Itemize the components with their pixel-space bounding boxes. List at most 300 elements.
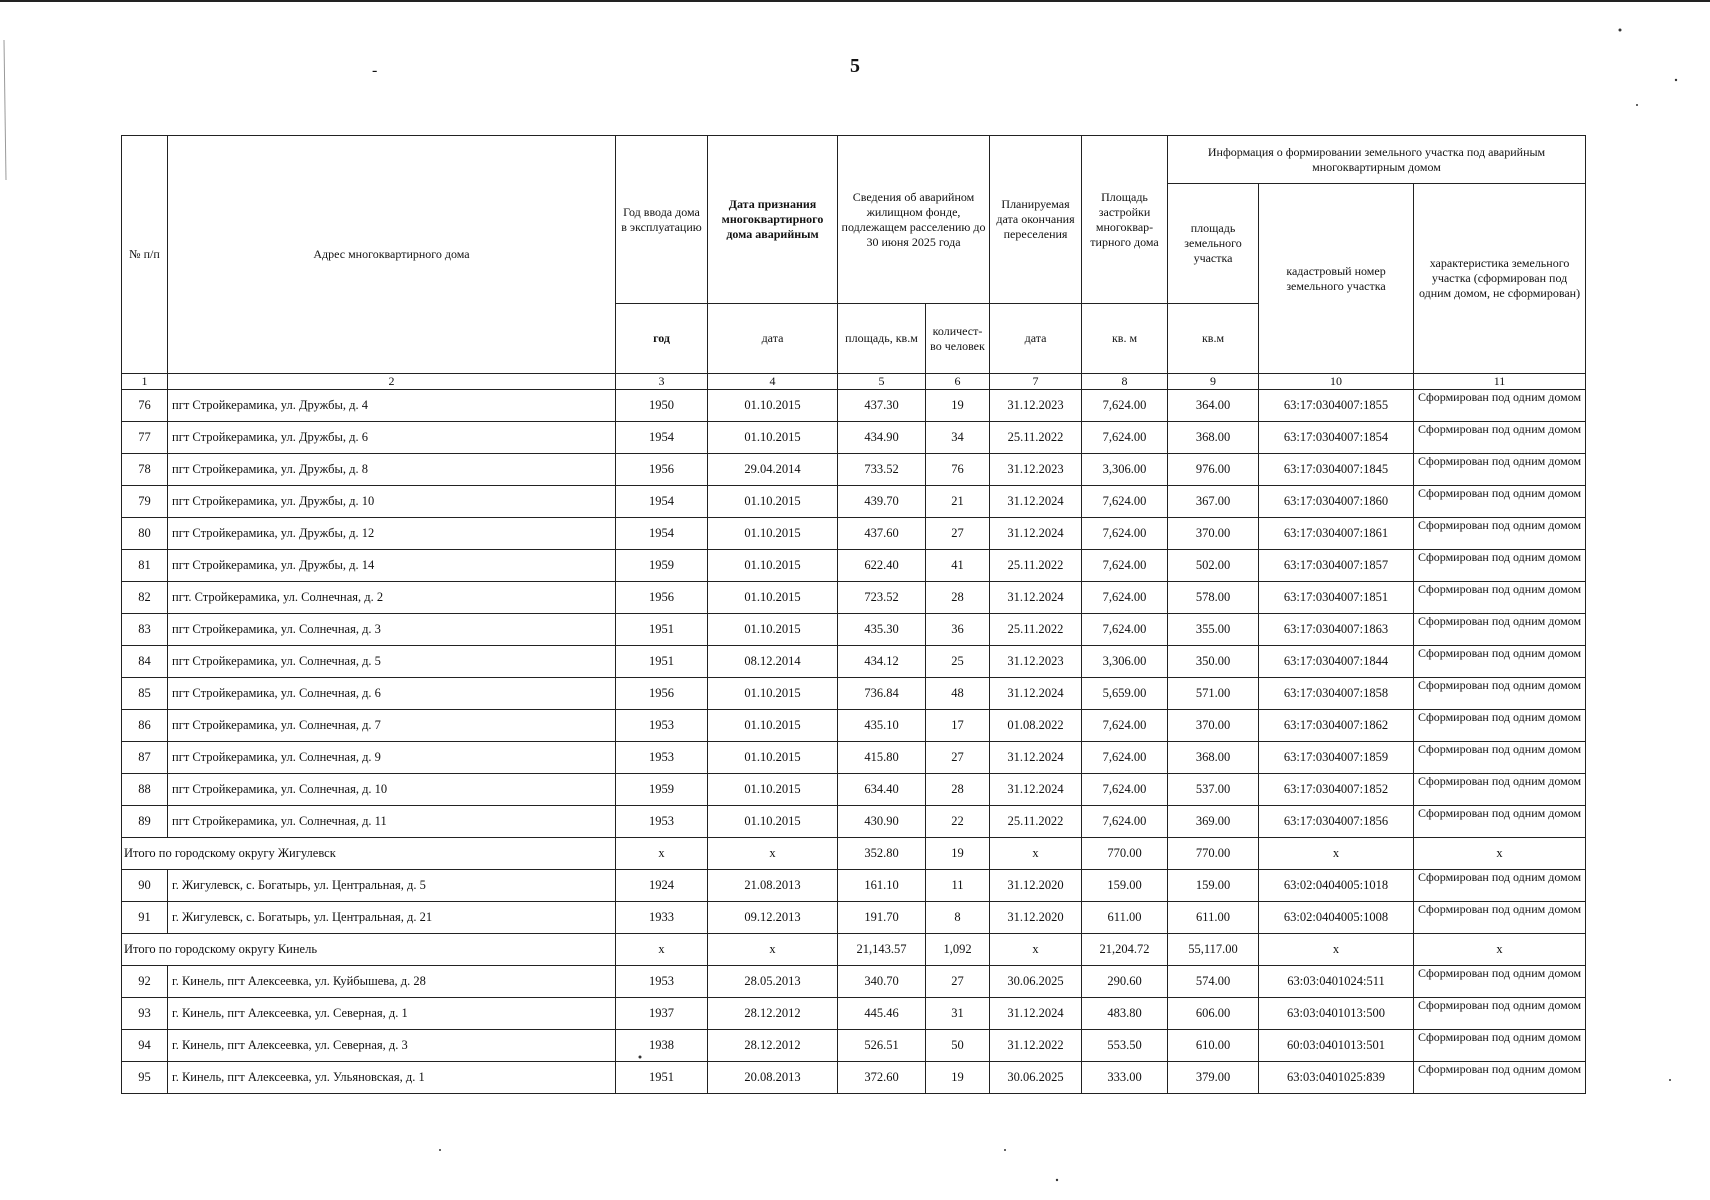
cell-year: 1924 [616, 870, 708, 902]
cell-char [1414, 582, 1586, 614]
header-land-area: площадь земельного участка [1168, 184, 1259, 304]
cell-cadastral: 63:17:0304007:1860 [1259, 486, 1414, 518]
cell-date: 01.10.2015 [708, 582, 838, 614]
table-row [122, 582, 1586, 614]
unit-people: количест-во человек [926, 304, 990, 374]
cell-year: 1933 [616, 902, 708, 934]
row-number: 82 [122, 582, 168, 614]
cell-year: 1956 [616, 454, 708, 486]
cell-year: 1953 [616, 742, 708, 774]
speck [439, 1149, 441, 1151]
row-number: 78 [122, 454, 168, 486]
cell-build-area: 7,624.00 [1082, 774, 1168, 806]
cell-area: 372.60 [838, 1062, 926, 1094]
cell-char [1414, 998, 1586, 1030]
cell-people: 27 [926, 742, 990, 774]
cell-char: x [1414, 934, 1586, 966]
cell-people: 36 [926, 614, 990, 646]
table-row [122, 422, 1586, 454]
land-characteristic: Сформирован под одним домом [1417, 807, 1582, 820]
cell-area: 415.80 [838, 742, 926, 774]
cell-planned: 31.12.2024 [990, 998, 1082, 1030]
cell-land-area: 606.00 [1168, 998, 1259, 1030]
table-header [122, 136, 1586, 390]
row-address: г. Кинель, пгт Алексеевка, ул. Северная, д. 3 [168, 1030, 616, 1062]
cell-area: 161.10 [838, 870, 926, 902]
cell-char [1414, 550, 1586, 582]
cell-year: 1938 [616, 1030, 708, 1062]
row-address: пгт Стройкерамика, ул. Дружбы, д. 4 [168, 390, 616, 422]
cell-date: 28.12.2012 [708, 1030, 838, 1062]
row-address: пгт Стройкерамика, ул. Дружбы, д. 6 [168, 422, 616, 454]
unit-date: дата [708, 304, 838, 374]
cell-area: 352.80 [838, 838, 926, 870]
cell-land-area: 368.00 [1168, 422, 1259, 454]
cell-build-area: 7,624.00 [1082, 806, 1168, 838]
cell-people: 17 [926, 710, 990, 742]
cell-char [1414, 518, 1586, 550]
cell-char [1414, 486, 1586, 518]
row-number: 80 [122, 518, 168, 550]
cell-cadastral: 63:02:0404005:1018 [1259, 870, 1414, 902]
cell-year: 1954 [616, 518, 708, 550]
cell-people: 76 [926, 454, 990, 486]
cell-build-area: 5,659.00 [1082, 678, 1168, 710]
row-address: пгт Стройкерамика, ул. Дружбы, д. 12 [168, 518, 616, 550]
cell-area: 435.30 [838, 614, 926, 646]
row-address: г. Кинель, пгт Алексеевка, ул. Ульяновская, д. 1 [168, 1062, 616, 1094]
cell-planned: 31.12.2024 [990, 742, 1082, 774]
cell-land-area: 537.00 [1168, 774, 1259, 806]
cell-year: 1951 [616, 646, 708, 678]
cell-build-area: 7,624.00 [1082, 518, 1168, 550]
header-planned-date: Планируемая дата окончания переселения [990, 136, 1082, 304]
cell-date: 01.10.2015 [708, 806, 838, 838]
cell-cadastral: x [1259, 838, 1414, 870]
cell-people: 48 [926, 678, 990, 710]
subtotal-row [122, 934, 1586, 966]
cell-area: 21,143.57 [838, 934, 926, 966]
cell-land-area: 976.00 [1168, 454, 1259, 486]
column-number: 6 [926, 374, 990, 390]
cell-cadastral: 63:03:0401013:500 [1259, 998, 1414, 1030]
cell-planned: 25.11.2022 [990, 806, 1082, 838]
cell-year: 1950 [616, 390, 708, 422]
cell-land-area: 578.00 [1168, 582, 1259, 614]
cell-land-area: 55,117.00 [1168, 934, 1259, 966]
land-characteristic: Сформирован под одним домом [1417, 743, 1582, 756]
row-number: 87 [122, 742, 168, 774]
cell-area: 434.90 [838, 422, 926, 454]
land-characteristic: Сформирован под одним домом [1417, 615, 1582, 628]
cell-build-area: 7,624.00 [1082, 710, 1168, 742]
cell-planned: 31.12.2024 [990, 518, 1082, 550]
table-row [122, 646, 1586, 678]
cell-build-area: 290.60 [1082, 966, 1168, 998]
cell-people: 34 [926, 422, 990, 454]
row-number: 76 [122, 390, 168, 422]
cell-cadastral: 63:17:0304007:1856 [1259, 806, 1414, 838]
header-emergency-info: Сведения об аварийном жилищном фонде, подлежащем расселению до 30 июня 2025 года [838, 136, 990, 304]
subtotal-label: Итого по городскому округу Жигулевск [122, 838, 616, 870]
column-number: 10 [1259, 374, 1414, 390]
row-address: пгт Стройкерамика, ул. Дружбы, д. 10 [168, 486, 616, 518]
cell-date: 01.10.2015 [708, 678, 838, 710]
cell-date: 01.10.2015 [708, 774, 838, 806]
row-number: 93 [122, 998, 168, 1030]
cell-date: x [708, 838, 838, 870]
header-land-info: Информация о формировании земельного участка под аварийным многоквартирным домом [1168, 136, 1586, 184]
cell-date: 01.10.2015 [708, 486, 838, 518]
cell-land-area: 610.00 [1168, 1030, 1259, 1062]
row-number: 77 [122, 422, 168, 454]
land-characteristic: Сформирован под одним домом [1417, 1063, 1582, 1076]
row-address: г. Жигулевск, с. Богатырь, ул. Центральная, д. 21 [168, 902, 616, 934]
cell-date: x [708, 934, 838, 966]
cell-land-area: 364.00 [1168, 390, 1259, 422]
cell-build-area: 7,624.00 [1082, 582, 1168, 614]
row-number: 81 [122, 550, 168, 582]
row-number: 86 [122, 710, 168, 742]
speck [1669, 1079, 1671, 1081]
cell-people: 41 [926, 550, 990, 582]
cell-build-area: 611.00 [1082, 902, 1168, 934]
cell-year: x [616, 934, 708, 966]
speck [1056, 1179, 1058, 1181]
cell-cadastral: 63:17:0304007:1852 [1259, 774, 1414, 806]
cell-build-area: 7,624.00 [1082, 742, 1168, 774]
page-number: 5 [850, 55, 860, 77]
cell-cadastral: 63:02:0404005:1008 [1259, 902, 1414, 934]
cell-build-area: 7,624.00 [1082, 550, 1168, 582]
unit-land-area: кв.м [1168, 304, 1259, 374]
header-address: Адрес многоквартирного дома [168, 136, 616, 374]
cell-cadastral: 63:17:0304007:1863 [1259, 614, 1414, 646]
cell-year: 1953 [616, 710, 708, 742]
row-number: 94 [122, 1030, 168, 1062]
emergency-housing-table [121, 135, 1586, 1094]
cell-date: 29.04.2014 [708, 454, 838, 486]
cell-char [1414, 678, 1586, 710]
cell-date: 21.08.2013 [708, 870, 838, 902]
cell-build-area: 3,306.00 [1082, 454, 1168, 486]
row-address: пгт Стройкерамика, ул. Солнечная, д. 11 [168, 806, 616, 838]
cell-build-area: 7,624.00 [1082, 422, 1168, 454]
row-address: г. Кинель, пгт Алексеевка, ул. Куйбышева, д. 28 [168, 966, 616, 998]
row-address: г. Жигулевск, с. Богатырь, ул. Центральная, д. 5 [168, 870, 616, 902]
cell-date: 01.10.2015 [708, 518, 838, 550]
cell-planned: x [990, 934, 1082, 966]
header-date-recognition: Дата признания многоквартирного дома аварийным [708, 136, 838, 304]
cell-land-area: 571.00 [1168, 678, 1259, 710]
subtotal-label: Итого по городскому округу Кинель [122, 934, 616, 966]
cell-char [1414, 1062, 1586, 1094]
land-characteristic: Сформирован под одним домом [1417, 999, 1582, 1012]
cell-land-area: 370.00 [1168, 518, 1259, 550]
land-characteristic: Сформирован под одним домом [1417, 519, 1582, 532]
cell-char [1414, 966, 1586, 998]
row-address: пгт Стройкерамика, ул. Дружбы, д. 14 [168, 550, 616, 582]
cell-people: 27 [926, 966, 990, 998]
cell-build-area: 159.00 [1082, 870, 1168, 902]
table-row [122, 486, 1586, 518]
cell-planned: 31.12.2024 [990, 486, 1082, 518]
cell-area: 437.60 [838, 518, 926, 550]
cell-land-area: 379.00 [1168, 1062, 1259, 1094]
cell-land-area: 611.00 [1168, 902, 1259, 934]
cell-people: 19 [926, 838, 990, 870]
speck [1636, 104, 1638, 106]
cell-area: 526.51 [838, 1030, 926, 1062]
cell-date: 01.10.2015 [708, 390, 838, 422]
cell-area: 435.10 [838, 710, 926, 742]
row-number: 92 [122, 966, 168, 998]
cell-cadastral: x [1259, 934, 1414, 966]
row-address: г. Кинель, пгт Алексеевка, ул. Северная, д. 1 [168, 998, 616, 1030]
cell-date: 01.10.2015 [708, 742, 838, 774]
row-address: пгт Стройкерамика, ул. Дружбы, д. 8 [168, 454, 616, 486]
cell-char [1414, 422, 1586, 454]
cell-date: 01.10.2015 [708, 710, 838, 742]
cell-char [1414, 614, 1586, 646]
cell-planned: 31.12.2023 [990, 454, 1082, 486]
cell-area: 622.40 [838, 550, 926, 582]
row-address: пгт Стройкерамика, ул. Солнечная, д. 9 [168, 742, 616, 774]
table-row [122, 774, 1586, 806]
cell-year: 1956 [616, 678, 708, 710]
subtotal-row [122, 838, 1586, 870]
speck [1004, 1149, 1006, 1151]
cell-people: 1,092 [926, 934, 990, 966]
unit-planned-date: дата [990, 304, 1082, 374]
cell-char [1414, 646, 1586, 678]
land-characteristic: Сформирован под одним домом [1417, 903, 1582, 916]
cell-year: 1951 [616, 614, 708, 646]
top-rule [0, 0, 1710, 2]
row-address: пгт Стройкерамика, ул. Солнечная, д. 10 [168, 774, 616, 806]
cell-land-area: 367.00 [1168, 486, 1259, 518]
cell-planned: 31.12.2023 [990, 646, 1082, 678]
cell-year: 1953 [616, 966, 708, 998]
land-characteristic: Сформирован под одним домом [1417, 391, 1582, 404]
cell-people: 21 [926, 486, 990, 518]
table-row [122, 710, 1586, 742]
cell-build-area: 7,624.00 [1082, 390, 1168, 422]
table-row [122, 1062, 1586, 1094]
cell-char [1414, 806, 1586, 838]
cell-build-area: 553.50 [1082, 1030, 1168, 1062]
cell-planned: 25.11.2022 [990, 550, 1082, 582]
cell-cadastral: 63:17:0304007:1845 [1259, 454, 1414, 486]
cell-land-area: 502.00 [1168, 550, 1259, 582]
cell-date: 01.10.2015 [708, 614, 838, 646]
cell-date: 28.12.2012 [708, 998, 838, 1030]
cell-area: 340.70 [838, 966, 926, 998]
header-cadastral: кадастровый номер земельного участка [1259, 184, 1414, 374]
cell-planned: 31.12.2024 [990, 582, 1082, 614]
cell-land-area: 370.00 [1168, 710, 1259, 742]
cell-char [1414, 710, 1586, 742]
cell-planned: 31.12.2020 [990, 870, 1082, 902]
row-number: 95 [122, 1062, 168, 1094]
cell-char [1414, 454, 1586, 486]
table-row [122, 678, 1586, 710]
land-characteristic: Сформирован под одним домом [1417, 711, 1582, 724]
row-address: пгт Стройкерамика, ул. Солнечная, д. 7 [168, 710, 616, 742]
land-characteristic: Сформирован под одним домом [1417, 967, 1582, 980]
table-row [122, 390, 1586, 422]
cell-char [1414, 390, 1586, 422]
land-characteristic: Сформирован под одним домом [1417, 423, 1582, 436]
header-year: Год ввода дома в эксплуатацию [616, 136, 708, 304]
cell-date: 28.05.2013 [708, 966, 838, 998]
cell-date: 20.08.2013 [708, 1062, 838, 1094]
land-characteristic: Сформирован под одним домом [1417, 551, 1582, 564]
column-number: 1 [122, 374, 168, 390]
column-number: 2 [168, 374, 616, 390]
cell-year: 1956 [616, 582, 708, 614]
cell-char [1414, 870, 1586, 902]
cell-cadastral: 63:17:0304007:1851 [1259, 582, 1414, 614]
table-row [122, 742, 1586, 774]
cell-planned: 31.12.2020 [990, 902, 1082, 934]
cell-char [1414, 902, 1586, 934]
cell-planned: 30.06.2025 [990, 1062, 1082, 1094]
land-characteristic: Сформирован под одним домом [1417, 1031, 1582, 1044]
table-row [122, 614, 1586, 646]
column-number: 5 [838, 374, 926, 390]
cell-cadastral: 63:17:0304007:1859 [1259, 742, 1414, 774]
cell-char [1414, 742, 1586, 774]
cell-area: 191.70 [838, 902, 926, 934]
column-number-row [122, 374, 1586, 390]
cell-date: 09.12.2013 [708, 902, 838, 934]
cell-land-area: 368.00 [1168, 742, 1259, 774]
cell-planned: 25.11.2022 [990, 614, 1082, 646]
land-characteristic: Сформирован под одним домом [1417, 679, 1582, 692]
header-land-char: характеристика земельного участка (сформирован под одним домом, не сформирован) [1414, 184, 1586, 374]
cell-build-area: 7,624.00 [1082, 486, 1168, 518]
cell-planned: 31.12.2022 [990, 1030, 1082, 1062]
cell-build-area: 333.00 [1082, 1062, 1168, 1094]
cell-area: 437.30 [838, 390, 926, 422]
cell-cadastral: 63:17:0304007:1855 [1259, 390, 1414, 422]
header-building-area: Площадь застройки многоквар-тирного дома [1082, 136, 1168, 304]
table-row [122, 998, 1586, 1030]
cell-land-area: 574.00 [1168, 966, 1259, 998]
cell-planned: x [990, 838, 1082, 870]
cell-planned: 01.08.2022 [990, 710, 1082, 742]
cell-year: x [616, 838, 708, 870]
cell-year: 1951 [616, 1062, 708, 1094]
cell-area: 723.52 [838, 582, 926, 614]
cell-people: 28 [926, 774, 990, 806]
land-characteristic: Сформирован под одним домом [1417, 487, 1582, 500]
row-address: пгт Стройкерамика, ул. Солнечная, д. 5 [168, 646, 616, 678]
cell-planned: 30.06.2025 [990, 966, 1082, 998]
table-row [122, 1030, 1586, 1062]
cell-land-area: 355.00 [1168, 614, 1259, 646]
land-characteristic: Сформирован под одним домом [1417, 647, 1582, 660]
row-number: 85 [122, 678, 168, 710]
table-row [122, 518, 1586, 550]
cell-people: 22 [926, 806, 990, 838]
cell-date: 01.10.2015 [708, 422, 838, 454]
row-number: 90 [122, 870, 168, 902]
row-number: 83 [122, 614, 168, 646]
cell-build-area: 3,306.00 [1082, 646, 1168, 678]
unit-year: год [616, 304, 708, 374]
cell-cadastral: 63:03:0401025:839 [1259, 1062, 1414, 1094]
column-number: 4 [708, 374, 838, 390]
cell-cadastral: 63:17:0304007:1854 [1259, 422, 1414, 454]
column-number: 8 [1082, 374, 1168, 390]
cell-year: 1937 [616, 998, 708, 1030]
cell-year: 1954 [616, 422, 708, 454]
table-body [122, 390, 1586, 1094]
row-number: 79 [122, 486, 168, 518]
cell-land-area: 369.00 [1168, 806, 1259, 838]
cell-area: 445.46 [838, 998, 926, 1030]
cell-area: 634.40 [838, 774, 926, 806]
cell-planned: 31.12.2023 [990, 390, 1082, 422]
cell-people: 11 [926, 870, 990, 902]
cell-planned: 25.11.2022 [990, 422, 1082, 454]
cell-people: 25 [926, 646, 990, 678]
cell-people: 8 [926, 902, 990, 934]
cell-people: 50 [926, 1030, 990, 1062]
cell-area: 430.90 [838, 806, 926, 838]
table-row [122, 902, 1586, 934]
stray-dash: - [372, 62, 378, 79]
table-row [122, 966, 1586, 998]
table-row [122, 454, 1586, 486]
cell-area: 736.84 [838, 678, 926, 710]
header-num: № п/п [122, 136, 168, 374]
cell-date: 08.12.2014 [708, 646, 838, 678]
row-number: 88 [122, 774, 168, 806]
land-characteristic: Сформирован под одним домом [1417, 455, 1582, 468]
cell-land-area: 159.00 [1168, 870, 1259, 902]
cell-build-area: 770.00 [1082, 838, 1168, 870]
cell-cadastral: 63:03:0401024:511 [1259, 966, 1414, 998]
cell-cadastral: 63:17:0304007:1862 [1259, 710, 1414, 742]
unit-building-area: кв. м [1082, 304, 1168, 374]
row-address: пгт Стройкерамика, ул. Солнечная, д. 6 [168, 678, 616, 710]
table-row [122, 870, 1586, 902]
row-number: 84 [122, 646, 168, 678]
cell-people: 28 [926, 582, 990, 614]
cell-year: 1959 [616, 550, 708, 582]
cell-area: 733.52 [838, 454, 926, 486]
cell-planned: 31.12.2024 [990, 774, 1082, 806]
cell-year: 1953 [616, 806, 708, 838]
cell-date: 01.10.2015 [708, 550, 838, 582]
speck [1675, 79, 1677, 81]
row-address: пгт Стройкерамика, ул. Солнечная, д. 3 [168, 614, 616, 646]
unit-area: площадь, кв.м [838, 304, 926, 374]
column-number: 7 [990, 374, 1082, 390]
cell-area: 434.12 [838, 646, 926, 678]
cell-cadastral: 63:17:0304007:1858 [1259, 678, 1414, 710]
cell-people: 19 [926, 390, 990, 422]
column-number: 3 [616, 374, 708, 390]
cell-people: 27 [926, 518, 990, 550]
cell-year: 1954 [616, 486, 708, 518]
speck [1619, 29, 1622, 32]
table-row [122, 550, 1586, 582]
cell-cadastral: 63:17:0304007:1844 [1259, 646, 1414, 678]
